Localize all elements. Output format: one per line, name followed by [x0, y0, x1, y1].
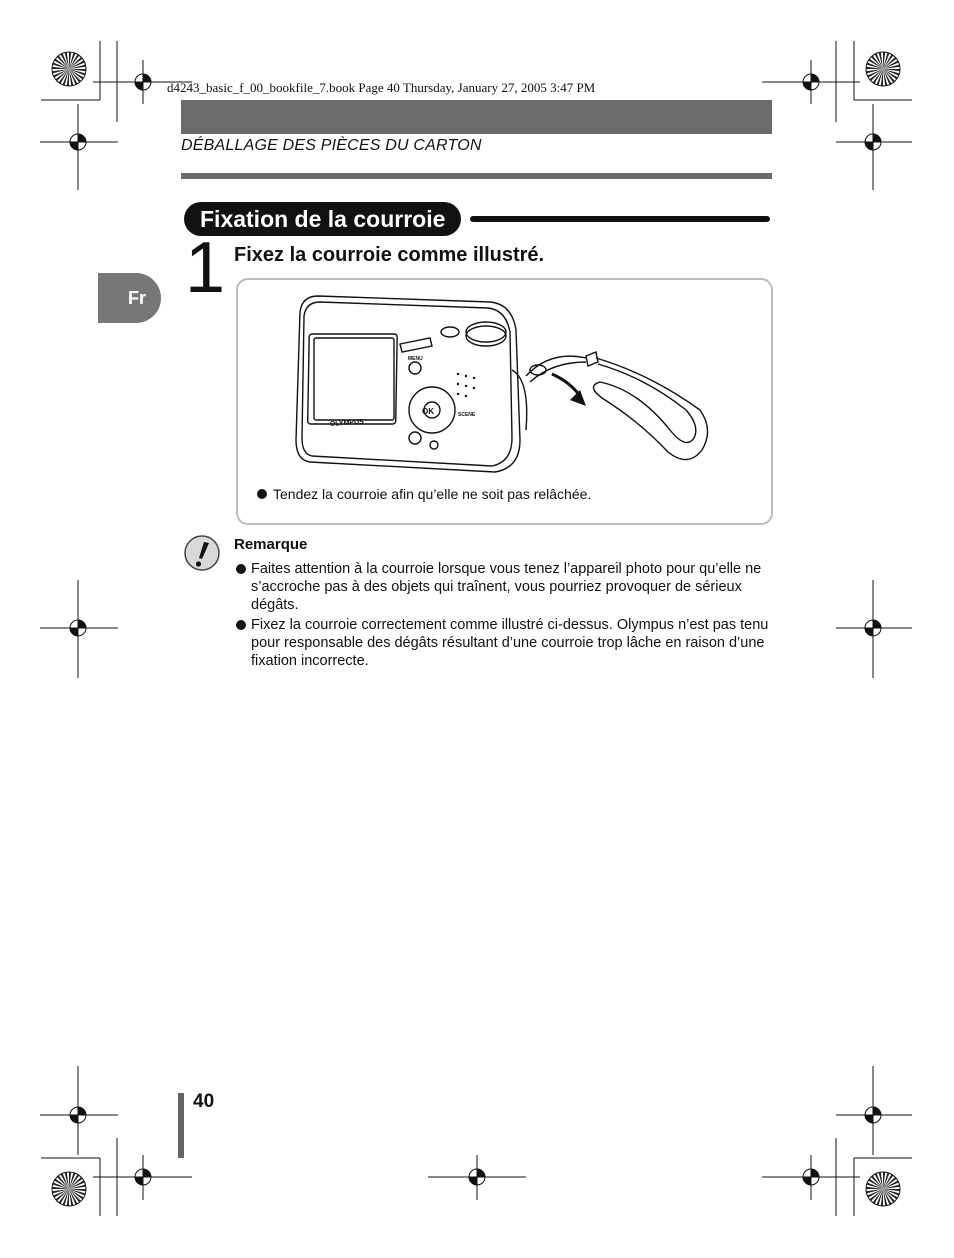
- page-number-bar: [178, 1093, 184, 1158]
- section-label: DÉBALLAGE DES PIÈCES DU CARTON: [181, 137, 482, 154]
- note-list: [236, 560, 772, 672]
- bullet-icon: [236, 620, 246, 630]
- bullet-icon: [257, 489, 267, 499]
- note-item: Faites attention à la courroie lorsque vous tenez l’appareil photo pour qu’elle ne s’accroche pas à des objets qui traînent, vous pourriez provoquer de sérieux dégâts.: [236, 560, 772, 614]
- print-header: d4243_basic_f_00_bookfile_7.book Page 40 Thursday, January 27, 2005 3:47 PM: [167, 80, 596, 95]
- camera-menu-label: MENU: [408, 356, 423, 362]
- header-rule: [181, 173, 772, 179]
- page-title: Fixation de la courroie: [184, 202, 461, 236]
- page-number: 40: [193, 1091, 215, 1112]
- camera-scene-label: SCENE: [458, 412, 476, 418]
- header-bar: [181, 100, 772, 134]
- step-instruction: Fixez la courroie comme illustré.: [234, 244, 545, 266]
- title-underline: [470, 216, 770, 222]
- bullet-icon: [236, 564, 246, 574]
- figure-caption: [257, 486, 591, 502]
- camera-brand-label: OLYMPUS: [329, 418, 365, 428]
- camera-strap-illustration: [290, 290, 720, 480]
- note-item: Fixez la courroie correctement comme illustré ci-dessus. Olympus n’est pas tenu pour responsable des dégâts résultant d’une courroie trop lâche en raison d’une fixation incorrecte.: [236, 616, 772, 670]
- language-tab: Fr: [98, 273, 161, 323]
- camera-ok-label: OK: [422, 407, 434, 416]
- figure-caption-text: Tendez la courroie afin qu’elle ne soit pas relâchée.: [273, 486, 592, 502]
- step-number: 1: [185, 228, 226, 308]
- exclamation-icon: [183, 534, 223, 574]
- note-title: Remarque: [234, 536, 308, 553]
